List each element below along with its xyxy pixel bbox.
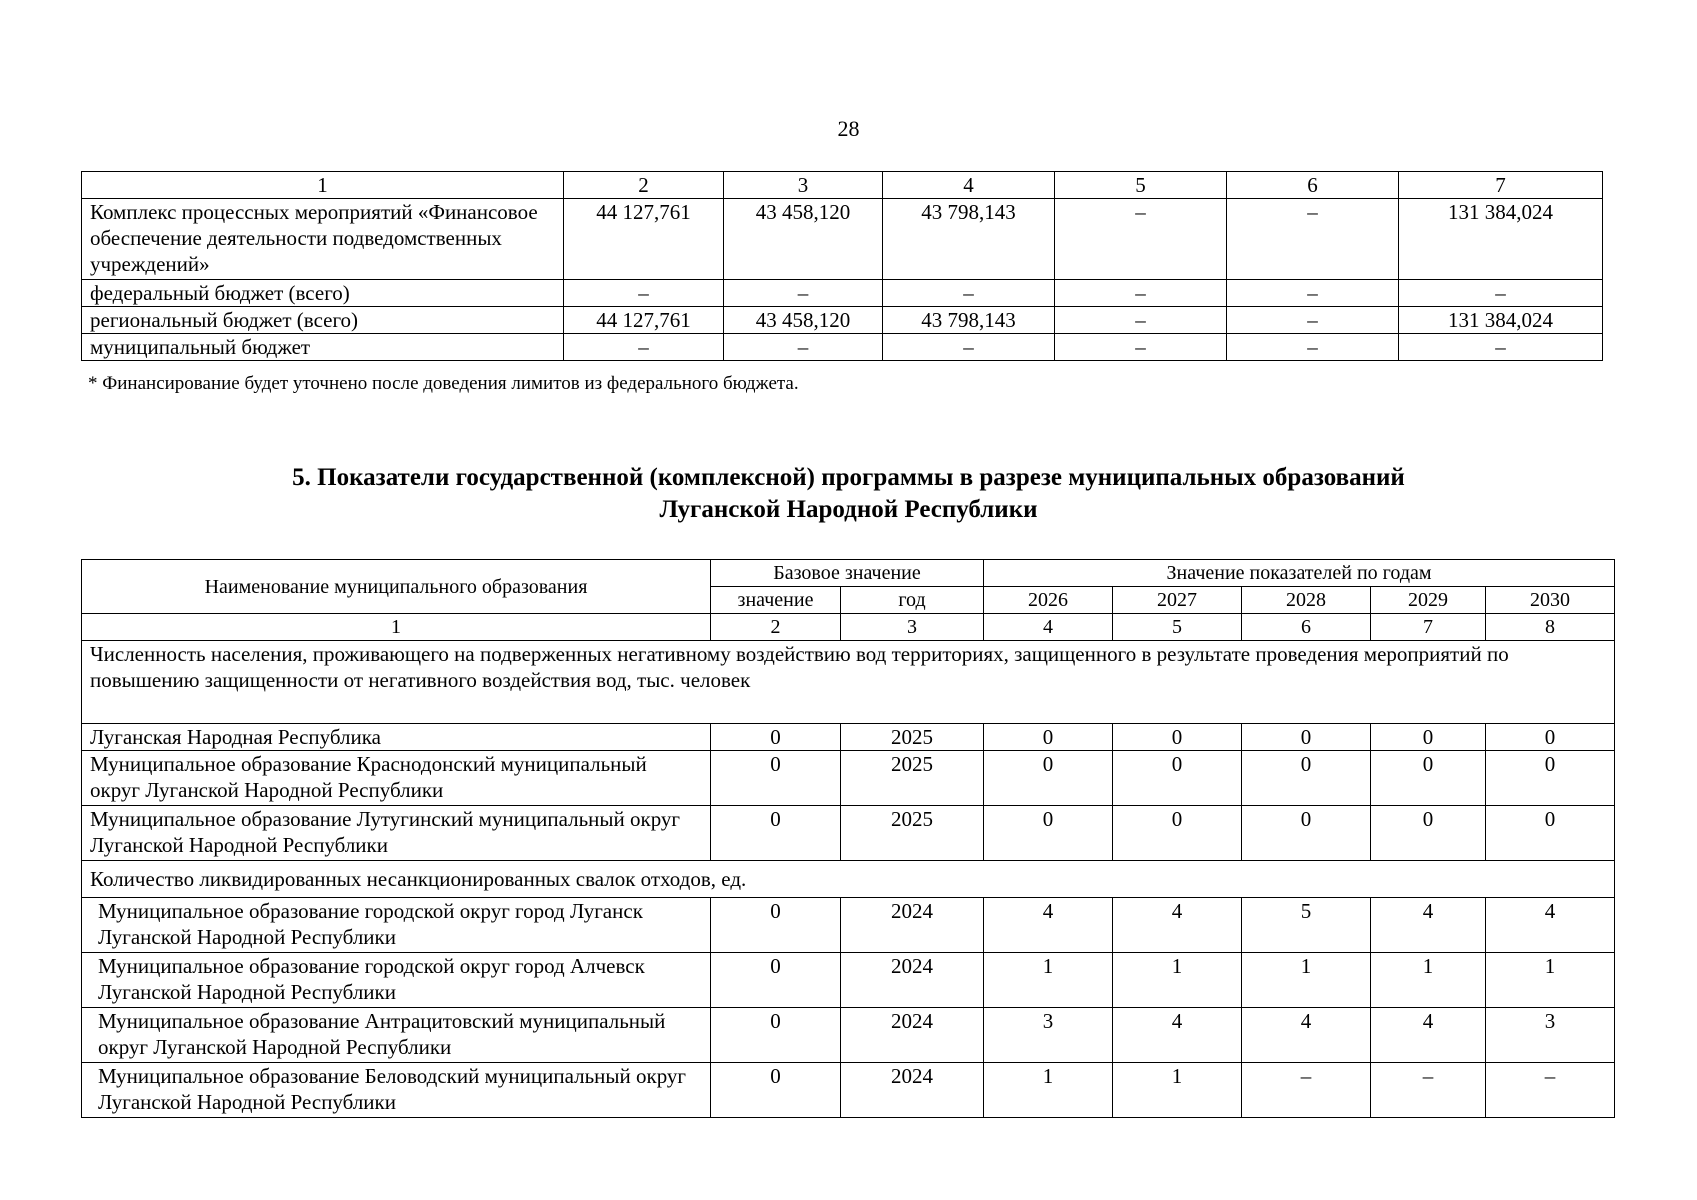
year-value: 0	[1371, 724, 1486, 751]
year-value: 3	[1486, 1008, 1615, 1063]
footnote: * Финансирование будет уточнено после доведения лимитов из федерального бюджета.	[88, 373, 799, 394]
base-value: 0	[711, 898, 841, 953]
base-value-header: значение	[711, 587, 841, 614]
col-number: 7	[1399, 172, 1603, 199]
year-value: 4	[1242, 1008, 1371, 1063]
year-value: 4	[1113, 1008, 1242, 1063]
budget-header-row	[82, 172, 1603, 199]
year-value: 1	[984, 1063, 1113, 1118]
col-number: 1	[82, 614, 711, 641]
year-value: 0	[1242, 724, 1371, 751]
budget-cell: –	[883, 334, 1055, 361]
budget-cell: –	[1055, 334, 1227, 361]
base-group-header: Базовое значение	[711, 560, 984, 587]
base-year-header: год	[841, 587, 984, 614]
municipality-name: Муниципальное образование Антрацитовский муниципальный округ Луганской Народной Республики	[82, 1008, 711, 1063]
budget-cell: –	[724, 334, 883, 361]
section-title-line: 5. Показатели государственной (комплексной) программы в разрезе муниципальных образований	[292, 464, 1405, 491]
base-year: 2024	[841, 1008, 984, 1063]
budget-row	[82, 307, 1603, 334]
budget-cell: 43 798,143	[883, 199, 1055, 280]
year-value: 1	[1113, 1063, 1242, 1118]
year-value: 0	[1371, 751, 1486, 806]
table-row	[82, 898, 1615, 953]
base-value: 0	[711, 1063, 841, 1118]
budget-cell: –	[564, 334, 724, 361]
table-row	[82, 751, 1615, 806]
year-value: 0	[1113, 751, 1242, 806]
section-title	[0, 462, 1697, 526]
year-header: 2030	[1486, 587, 1615, 614]
budget-cell: 44 127,761	[564, 199, 724, 280]
indicators-table	[81, 559, 1615, 1118]
municipality-name: Муниципальное образование городской округ город Луганск Луганской Народной Республики	[82, 898, 711, 953]
base-year: 2025	[841, 724, 984, 751]
year-header: 2028	[1242, 587, 1371, 614]
budget-row	[82, 199, 1603, 280]
year-header: 2029	[1371, 587, 1486, 614]
year-value: 1	[1242, 953, 1371, 1008]
budget-cell: 44 127,761	[564, 307, 724, 334]
page-number: 28	[837, 116, 860, 141]
base-value: 0	[711, 953, 841, 1008]
year-value: 0	[1486, 724, 1615, 751]
col-number: 3	[724, 172, 883, 199]
year-value: 4	[1371, 898, 1486, 953]
budget-row-name: муниципальный бюджет	[82, 334, 564, 361]
year-value: 0	[1113, 806, 1242, 861]
year-value: 4	[1371, 1008, 1486, 1063]
year-value: 0	[1242, 806, 1371, 861]
col-number: 7	[1371, 614, 1486, 641]
budget-cell: –	[1055, 307, 1227, 334]
col-name-header: Наименование муниципального образования	[82, 560, 711, 614]
municipality-name: Муниципальное образование Лутугинский муниципальный округ Луганской Народной Республики	[82, 806, 711, 861]
col-number: 4	[984, 614, 1113, 641]
budget-cell: –	[1227, 199, 1399, 280]
year-value: –	[1486, 1063, 1615, 1118]
base-value: 0	[711, 806, 841, 861]
municipality-name: Муниципальное образование городской округ город Алчевск Луганской Народной Республики	[82, 953, 711, 1008]
indicator-title: Численность населения, проживающего на подверженных негативному воздействию вод территориях, защищенного в результате проведения мероприятий по повышению защищенности от негативного воздействия вод, тыс. человек	[82, 641, 1615, 724]
year-value: 5	[1242, 898, 1371, 953]
year-value: 0	[1242, 751, 1371, 806]
base-year: 2024	[841, 898, 984, 953]
indicators-header-row	[82, 560, 1615, 587]
budget-cell: –	[1227, 280, 1399, 307]
budget-cell: –	[883, 280, 1055, 307]
indicator-group-row	[82, 641, 1615, 724]
col-number: 6	[1242, 614, 1371, 641]
base-year: 2024	[841, 953, 984, 1008]
budget-cell: –	[1055, 280, 1227, 307]
base-year: 2025	[841, 751, 984, 806]
base-year: 2024	[841, 1063, 984, 1118]
col-number: 5	[1113, 614, 1242, 641]
year-value: 4	[1113, 898, 1242, 953]
indicator-group-row	[82, 861, 1615, 898]
budget-cell: –	[724, 280, 883, 307]
year-value: 0	[1486, 806, 1615, 861]
budget-table	[81, 171, 1603, 361]
budget-cell: –	[1227, 334, 1399, 361]
municipality-name: Муниципальное образование Беловодский муниципальный округ Луганской Народной Республики	[82, 1063, 711, 1118]
col-number: 6	[1227, 172, 1399, 199]
budget-cell: –	[1055, 199, 1227, 280]
budget-cell: 43 798,143	[883, 307, 1055, 334]
year-value: 0	[1371, 806, 1486, 861]
budget-cell: –	[1399, 280, 1603, 307]
table-row	[82, 806, 1615, 861]
year-value: 3	[984, 1008, 1113, 1063]
col-number: 8	[1486, 614, 1615, 641]
year-value: 0	[1113, 724, 1242, 751]
section-title-line: Луганской Народной Республики	[659, 496, 1038, 523]
base-year: 2025	[841, 806, 984, 861]
budget-cell: 43 458,120	[724, 199, 883, 280]
budget-cell: –	[564, 280, 724, 307]
budget-cell: 43 458,120	[724, 307, 883, 334]
municipality-name: Муниципальное образование Краснодонский муниципальный округ Луганской Народной Республики	[82, 751, 711, 806]
col-number: 1	[82, 172, 564, 199]
year-value: 4	[984, 898, 1113, 953]
year-value: 0	[1486, 751, 1615, 806]
budget-cell: 131 384,024	[1399, 307, 1603, 334]
base-value: 0	[711, 724, 841, 751]
years-group-header: Значение показателей по годам	[984, 560, 1615, 587]
budget-row-name: Комплекс процессных мероприятий «Финансовое обеспечение деятельности подведомственных учреждений»	[82, 199, 564, 280]
column-numbers-row	[82, 614, 1615, 641]
base-value: 0	[711, 751, 841, 806]
table-row	[82, 1008, 1615, 1063]
year-header: 2027	[1113, 587, 1242, 614]
year-value: 1	[1113, 953, 1242, 1008]
col-number: 4	[883, 172, 1055, 199]
budget-cell: –	[1399, 334, 1603, 361]
year-value: 1	[984, 953, 1113, 1008]
col-number: 5	[1055, 172, 1227, 199]
budget-cell: –	[1227, 307, 1399, 334]
budget-row	[82, 334, 1603, 361]
col-number: 2	[564, 172, 724, 199]
table-row	[82, 724, 1615, 751]
col-number: 3	[841, 614, 984, 641]
indicator-title: Количество ликвидированных несанкционированных свалок отходов, ед.	[82, 861, 1615, 898]
table-row	[82, 1063, 1615, 1118]
col-number: 2	[711, 614, 841, 641]
year-value: 1	[1486, 953, 1615, 1008]
municipality-name: Луганская Народная Республика	[82, 724, 711, 751]
budget-row-name: региональный бюджет (всего)	[82, 307, 564, 334]
base-value: 0	[711, 1008, 841, 1063]
year-value: –	[1242, 1063, 1371, 1118]
year-value: 4	[1486, 898, 1615, 953]
year-value: 0	[984, 724, 1113, 751]
year-value: 0	[984, 806, 1113, 861]
table-row	[82, 953, 1615, 1008]
budget-cell: 131 384,024	[1399, 199, 1603, 280]
budget-row-name: федеральный бюджет (всего)	[82, 280, 564, 307]
year-value: 0	[984, 751, 1113, 806]
year-value: 1	[1371, 953, 1486, 1008]
budget-row	[82, 280, 1603, 307]
year-value: –	[1371, 1063, 1486, 1118]
year-header: 2026	[984, 587, 1113, 614]
